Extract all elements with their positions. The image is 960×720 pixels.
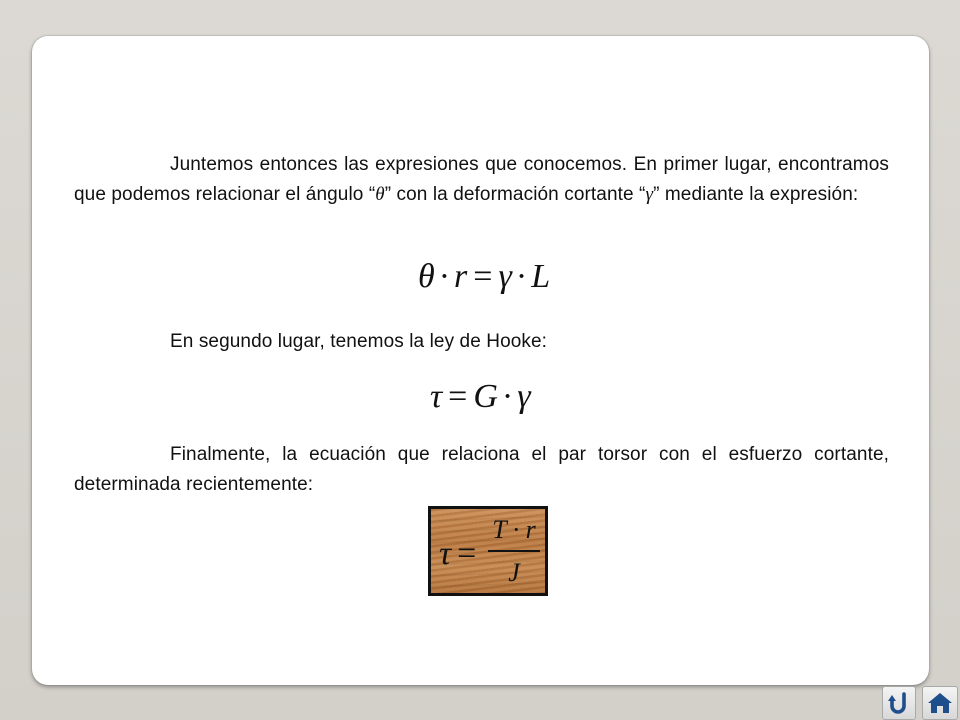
eq1-equals: = bbox=[473, 258, 493, 295]
eq3-fraction bbox=[488, 515, 540, 588]
equation-hooke bbox=[430, 378, 531, 416]
intro-text-b: ” con la deformación cortante “ bbox=[384, 184, 646, 205]
back-button[interactable] bbox=[882, 686, 916, 720]
eq1-L: L bbox=[531, 258, 551, 295]
eq1-dot: · bbox=[515, 258, 528, 295]
torsion-formula-box bbox=[428, 506, 548, 596]
paragraph-torsion bbox=[74, 440, 889, 500]
eq2-dot: · bbox=[501, 378, 514, 415]
return-arrow-icon bbox=[887, 691, 911, 715]
hooke-text: En segundo lugar, tenemos la ley de Hooke: bbox=[170, 331, 548, 352]
eq1-gamma: γ bbox=[498, 258, 512, 295]
eq3-equals: = bbox=[457, 535, 477, 572]
eq2-equals: = bbox=[448, 378, 468, 415]
gamma-symbol: γ bbox=[645, 184, 654, 205]
eq2-G: G bbox=[473, 378, 498, 415]
equation-angle-strain bbox=[418, 258, 550, 296]
home-icon bbox=[927, 691, 953, 715]
fraction-bar bbox=[488, 550, 540, 552]
eq2-gamma: γ bbox=[517, 378, 531, 415]
eq1-theta: θ bbox=[418, 258, 435, 295]
torsion-text: Finalmente, la ecuación que relaciona el par torsor con el esfuerzo cortante, determinada recientemente: bbox=[74, 444, 889, 495]
intro-text-c: ” mediante la expresión: bbox=[653, 184, 859, 205]
eq1-dot: · bbox=[438, 258, 451, 295]
eq3-tau: τ bbox=[439, 535, 452, 572]
eq1-r: r bbox=[454, 258, 468, 295]
theta-symbol: θ bbox=[375, 184, 385, 205]
home-button[interactable] bbox=[922, 686, 958, 720]
eq3-numerator: T · r bbox=[492, 515, 536, 544]
paragraph-intro bbox=[74, 150, 889, 210]
paragraph-hooke bbox=[74, 327, 889, 357]
equation-torsion bbox=[431, 509, 545, 593]
eq3-lhs bbox=[439, 535, 482, 573]
eq3-denominator: J bbox=[508, 558, 520, 587]
eq2-tau: τ bbox=[430, 378, 443, 415]
intro-text-a: Juntemos entonces las expresiones que conocemos. En primer lugar, encontramos que podemos relacionar el ángulo “ bbox=[74, 154, 889, 205]
